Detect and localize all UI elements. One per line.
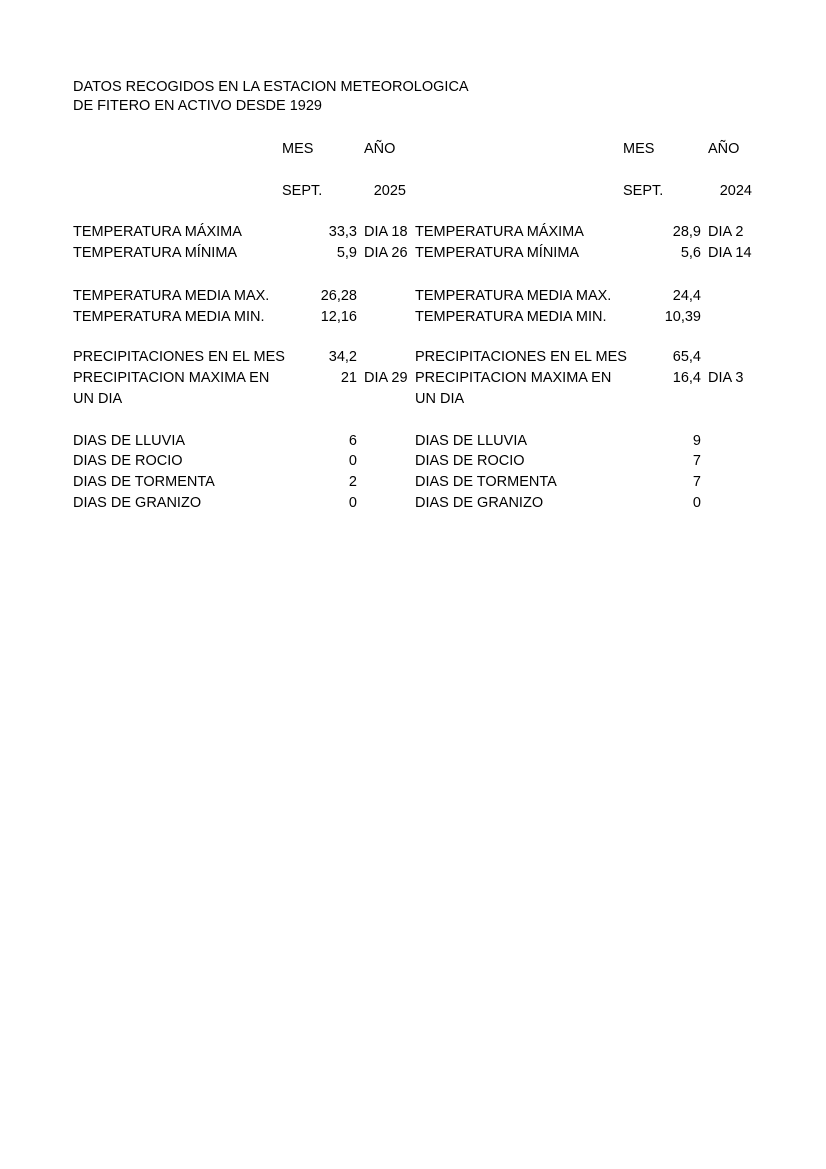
right-precip-mes-value: 65,4 bbox=[672, 349, 701, 365]
left-precip-max-dia: DIA 29 bbox=[364, 370, 408, 386]
left-media-min-value: 12,16 bbox=[320, 309, 357, 325]
right-lluvia-value: 9 bbox=[692, 433, 701, 449]
right-temp-max-dia: DIA 2 bbox=[708, 224, 744, 240]
right-precip-max-value: 16,4 bbox=[672, 370, 701, 386]
left-temp-max-value: 33,3 bbox=[328, 224, 357, 240]
right-tormenta-label: DIAS DE TORMENTA bbox=[415, 474, 557, 490]
right-precip-max-label-2: UN DIA bbox=[415, 391, 465, 407]
left-media-max-value: 26,28 bbox=[320, 288, 357, 304]
right-media-max-value: 24,4 bbox=[672, 288, 701, 304]
document-title-line-2: DE FITERO EN ACTIVO DESDE 1929 bbox=[73, 98, 322, 114]
right-mes-label: MES bbox=[623, 141, 655, 157]
left-tormenta-value: 2 bbox=[348, 474, 357, 490]
left-mes-value: SEPT. bbox=[282, 183, 323, 199]
left-rocio-value: 0 bbox=[348, 453, 357, 469]
right-temp-min-dia: DIA 14 bbox=[708, 245, 752, 261]
document-title-line-1: DATOS RECOGIDOS EN LA ESTACION METEOROLOGICA bbox=[73, 79, 469, 95]
right-rocio-label: DIAS DE ROCIO bbox=[415, 453, 525, 469]
left-granizo-value: 0 bbox=[348, 495, 357, 511]
right-temp-max-value: 28,9 bbox=[672, 224, 701, 240]
right-media-min-label: TEMPERATURA MEDIA MIN. bbox=[415, 309, 607, 325]
right-temp-min-value: 5,6 bbox=[680, 245, 701, 261]
left-temp-min-value: 5,9 bbox=[336, 245, 357, 261]
left-lluvia-label: DIAS DE LLUVIA bbox=[73, 433, 186, 449]
right-lluvia-label: DIAS DE LLUVIA bbox=[415, 433, 528, 449]
right-granizo-value: 0 bbox=[692, 495, 701, 511]
left-rocio-label: DIAS DE ROCIO bbox=[73, 453, 183, 469]
left-temp-min-dia: DIA 26 bbox=[364, 245, 408, 261]
right-precip-mes-label: PRECIPITACIONES EN EL MES bbox=[415, 349, 627, 365]
right-temp-min-label: TEMPERATURA MÍNIMA bbox=[415, 245, 580, 261]
right-media-max-label: TEMPERATURA MEDIA MAX. bbox=[415, 288, 612, 304]
left-ano-label: AÑO bbox=[364, 141, 396, 157]
right-rocio-value: 7 bbox=[692, 453, 701, 469]
left-mes-label: MES bbox=[282, 141, 314, 157]
left-precip-max-value: 21 bbox=[340, 370, 357, 386]
right-temp-max-label: TEMPERATURA MÁXIMA bbox=[415, 224, 584, 240]
right-granizo-label: DIAS DE GRANIZO bbox=[415, 495, 544, 511]
right-mes-value: SEPT. bbox=[623, 183, 664, 199]
left-temp-min-label: TEMPERATURA MÍNIMA bbox=[73, 245, 238, 261]
left-granizo-label: DIAS DE GRANIZO bbox=[73, 495, 202, 511]
left-lluvia-value: 6 bbox=[348, 433, 357, 449]
left-precip-mes-label: PRECIPITACIONES EN EL MES bbox=[73, 349, 285, 365]
right-ano-label: AÑO bbox=[708, 141, 740, 157]
right-precip-max-label-1: PRECIPITACION MAXIMA EN bbox=[415, 370, 612, 386]
left-temp-max-label: TEMPERATURA MÁXIMA bbox=[73, 224, 242, 240]
right-media-min-value: 10,39 bbox=[664, 309, 701, 325]
left-precip-max-label-2: UN DIA bbox=[73, 391, 123, 407]
right-tormenta-value: 7 bbox=[692, 474, 701, 490]
right-precip-max-dia: DIA 3 bbox=[708, 370, 744, 386]
left-media-max-label: TEMPERATURA MEDIA MAX. bbox=[73, 288, 270, 304]
left-temp-max-dia: DIA 18 bbox=[364, 224, 408, 240]
left-precip-mes-value: 34,2 bbox=[328, 349, 357, 365]
left-precip-max-label-1: PRECIPITACION MAXIMA EN bbox=[73, 370, 270, 386]
left-tormenta-label: DIAS DE TORMENTA bbox=[73, 474, 215, 490]
left-ano-value: 2025 bbox=[373, 183, 406, 199]
left-media-min-label: TEMPERATURA MEDIA MIN. bbox=[73, 309, 265, 325]
right-ano-value: 2024 bbox=[719, 183, 752, 199]
